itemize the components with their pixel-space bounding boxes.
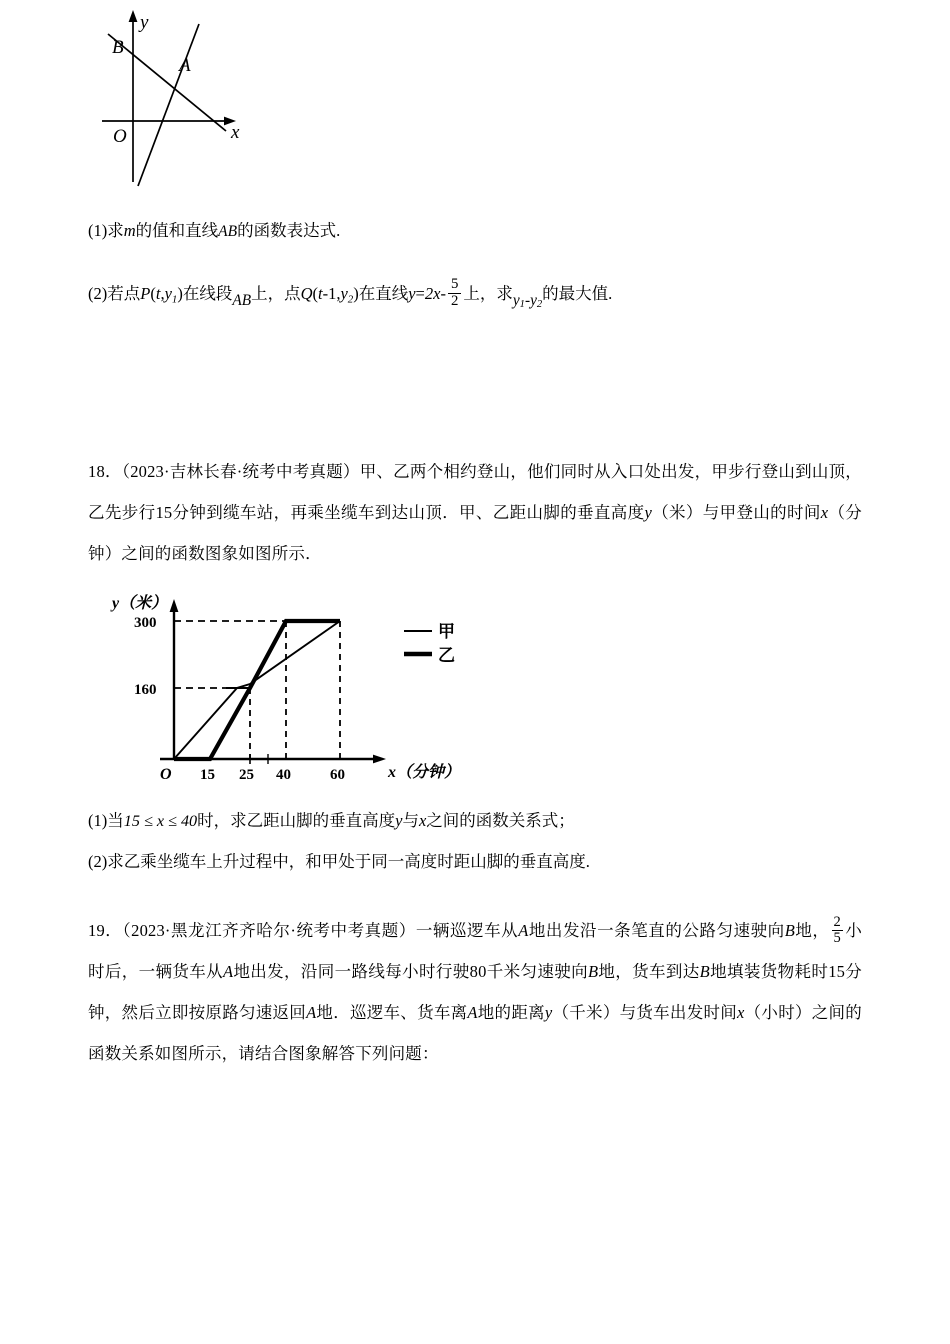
legend-label-yi: 乙 [438,645,455,665]
q18-line2b: 分钟到缆车站，再乘坐缆车到达山顶．甲、乙距山脚的垂直高度 [172,502,645,522]
q17-sub2-q-x: t [317,284,323,303]
q19-line2b: 地出发，沿同一路线每小时行驶 [233,961,470,981]
q17-sub2-part3: 上，点 [251,284,301,303]
q19-minutes-num: 15 [828,961,846,981]
q19-var-y: y [544,1002,553,1022]
q18-line2c: （米）与甲登山的时间 [652,502,821,522]
question-19-body [88,910,862,1074]
q19-line4: 时）之间的函数关系如图所示，请结合图象解答下列问题： [88,1002,863,1063]
q17-sub2-p-open: ( [150,284,156,303]
q18-sub2 [88,842,862,882]
q19-line3d: 地的距离 [477,1002,545,1022]
gap-before-q19 [88,882,862,910]
q17-sub2-q-comma: , [336,284,341,303]
q19-source: （2023·黑龙江齐齐哈尔·统考中考真题） [122,920,416,940]
q17-sub2-point-p: P [140,284,151,303]
q17-sub2-q-open: ( [312,284,318,303]
q18-sub1 [88,801,862,842]
q17-sub2-res-y2: y [530,292,537,310]
q17-sub1-text-before: 求 [107,221,124,240]
q18-sub1-mid2: 与 [402,810,419,830]
figure1-svg [100,0,360,200]
q17-sub1-marker: (1) [88,221,108,240]
q17-sub2-part2: 在线段 [182,284,233,303]
q18-line2a: 乙先步行 [88,502,156,522]
q18-sub2-text: 求乙乘坐缆车上升过程中，和甲处于同一高度时距山脚的垂直高度. [107,851,590,871]
q19-place-A-4: A [467,1002,478,1022]
q18-number: 18． [88,461,122,481]
q19-number: 19． [88,920,123,940]
q19-place-B-2: B [587,961,599,981]
q19-fraction-two-fifths [832,915,843,946]
q19-line1a: 一辆巡逻车从 [415,920,519,940]
q19-line2c: 千米匀速驶向 [486,961,588,981]
label-x-axis: x [231,122,240,143]
q17-sub2-eq-2x: 2x [424,284,441,303]
q17-sub2-p-y-sub: 1 [171,293,178,306]
q17-sub2-eq-minus: - [440,284,446,303]
q18-source: （2023·吉林长春·统考中考真题） [121,461,360,481]
q17-sub2-p-comma: , [160,284,165,303]
gap-before-chart [88,574,862,586]
q18-sub1-marker: (1) [88,810,108,830]
q19-line3f: （小 [744,1002,779,1022]
q17-sub2-part5: 上，求 [463,284,513,303]
q17-sub2-p-x: t [155,284,161,303]
q17-sub2-q-close: ) [353,284,359,303]
q18-sub1-var-y: y [395,810,403,830]
q17-sub1-var: m [123,221,136,240]
q18-line1: 甲、乙两个相约登山，他们同时从入口处出发，甲步行登山到山顶， [359,461,863,481]
q17-sub2-q-y: y [340,284,348,303]
section-gap [88,331,862,451]
ytick-160: 160 [134,681,157,698]
q19-line1b: 地出发沿一条笔直的公路匀速驶向 [528,920,785,940]
q17-sub2-eq-y: y [408,284,416,303]
q19-line2d: 地，货车到达 [598,961,700,981]
chart-svg [98,586,498,798]
q17-sub2-eq-equals: = [415,284,425,303]
q19-place-A-1: A [518,920,529,940]
q17-sub2-res-y1-sub: 1 [519,298,525,310]
chart-ylabel: y（米） [112,594,168,612]
q19-line3a: 时 [811,961,829,981]
q17-sub2-p-y: y [164,284,172,303]
xtick-15: 15 [200,766,215,783]
q18-line2-num: 15 [155,502,173,522]
q18-sub2-marker: (2) [88,851,108,871]
q19-line3e: （千米）与货车出发时间 [552,1002,738,1022]
series-jia-line [174,621,340,759]
series-yi-line [174,621,340,759]
q19-speed-num: 80 [469,961,487,981]
q17-sub2-res-y1: y [512,292,520,310]
q17-sub1-text-mid: 的值和直线 [135,221,219,240]
q19-place-B-3: B [699,961,710,981]
q18-sub1-post: 之间的函数关系式； [426,810,575,830]
q17-sub2 [88,268,862,331]
q19-line3c: 地．巡逻车、货车离 [316,1002,468,1022]
label-O: O [113,126,127,147]
q17-sub2-q-minus: - [322,284,329,303]
line-AB [108,34,226,131]
q19-place-A-2: A [222,961,234,981]
chart-y-arrowhead [170,599,179,612]
q19-fraction-denominator: 5 [833,929,841,946]
q19-place-B-1: B [784,920,796,940]
label-y-axis: y [140,12,149,33]
q18-line3: （分钟）之间的函数图象如图所示． [88,502,863,563]
q19-line2a: 小时后，一辆货车从 [88,920,863,981]
q17-sub2-fraction [448,277,461,309]
xtick-25: 25 [239,766,254,783]
q19-fraction-numerator: 2 [833,913,841,930]
chart-xlabel: x（分钟） [388,763,461,781]
q17-sub2-point-q: Q [300,284,313,303]
legend-label-jia: 甲 [438,621,455,641]
label-B: B [112,37,124,58]
y-axis-arrowhead [129,10,138,22]
xtick-40: 40 [276,766,291,783]
q18-sub1-pre: 当 [107,810,124,830]
q17-sub2-res-minus: - [524,292,531,310]
q17-sub1 [88,211,862,252]
q17-sub2-q-one: 1 [328,284,337,303]
fraction-numerator: 5 [448,277,461,294]
xtick-60: 60 [330,766,345,783]
q17-sub2-part4: 在直线 [358,284,409,303]
chart-x-arrowhead [373,754,386,763]
q19-line3b: 分钟，然后立即按原路匀速返回 [88,961,862,1022]
figure-coordinate-plane [100,0,862,205]
q17-sub2-part1: 若点 [107,284,141,303]
q19-line2e: 地填装货物耗 [709,961,812,981]
q18-var-y: y [644,502,653,522]
q19-place-A-3: A [306,1002,317,1022]
q17-sub2-p-close: ) [177,284,183,303]
line-through-A [138,24,199,186]
q17-sub2-res-y2-sub: 2 [536,298,543,310]
q19-line1c: 地， [795,920,830,940]
q19-var-x: x [737,1002,745,1022]
q17-sub2-q-y-sub: 2 [347,293,354,306]
q17-sub2-part6: 的最大值. [542,284,613,303]
q18-sub1-var-x: x [418,810,427,830]
q18-var-x: x [820,502,829,522]
fraction-denominator: 2 [450,292,459,309]
ytick-300: 300 [134,614,157,631]
q17-sub1-text-after: 的函数表达式. [237,221,341,240]
q18-sub1-mid: 时，求乙距山脚的垂直高度 [197,810,396,830]
q17-sub1-segment: AB [218,223,238,240]
figure-climb-chart [98,586,862,801]
xtick-origin: O [160,765,172,783]
label-A: A [179,55,191,76]
q17-sub2-marker: (2) [88,284,108,303]
q17-sub2-segment-ab: AB [232,292,252,310]
question-18-body [88,451,862,574]
q18-sub1-inequality: 15 ≤ x ≤ 40 [123,812,198,830]
